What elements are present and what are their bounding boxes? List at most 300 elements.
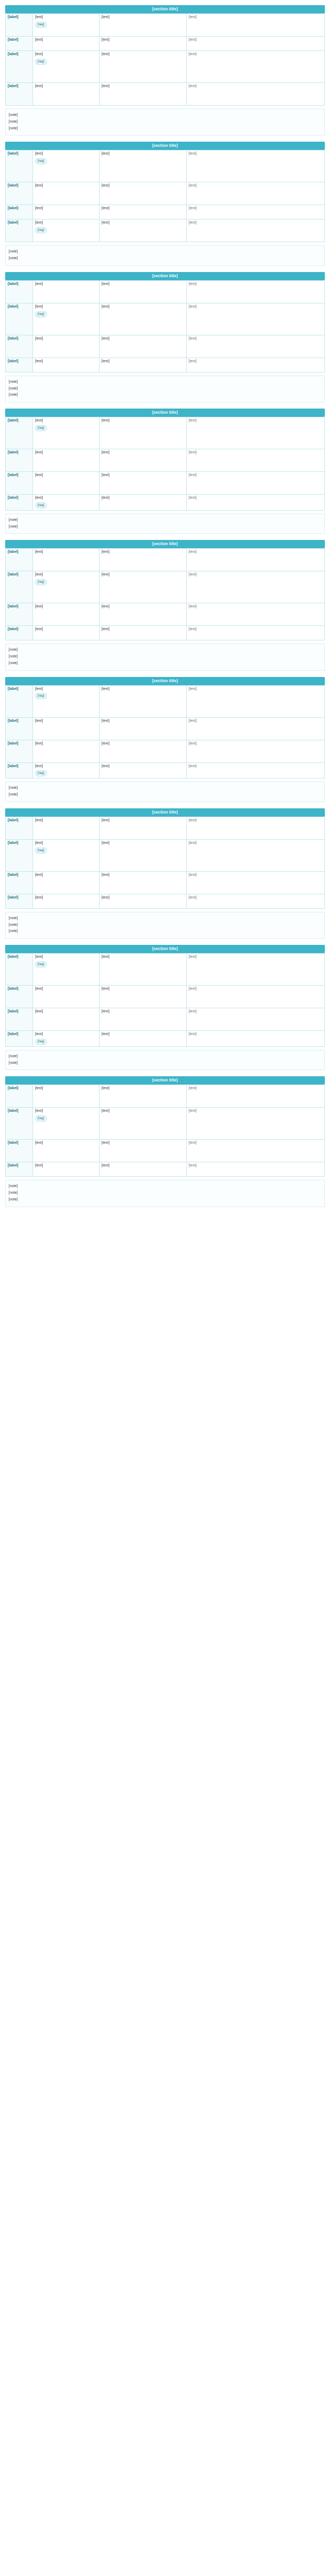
cell-c-text: [text]: [35, 1109, 43, 1113]
table-row: [6, 83, 325, 106]
cell-c: [33, 871, 100, 894]
cell-key: [label]: [6, 626, 33, 640]
cell-e: [text]: [187, 986, 325, 1008]
cell-key: [label]: [6, 495, 33, 511]
cell-key: [label]: [6, 571, 33, 603]
section-title: [section title]: [5, 272, 325, 280]
section-title: [section title]: [5, 1076, 325, 1084]
cell-c: [33, 219, 100, 242]
cell-c-text: [text]: [35, 152, 43, 156]
cell-e: [text]: [187, 549, 325, 571]
cell-c: [33, 1108, 100, 1140]
table-body: [6, 685, 325, 778]
section-title: [section title]: [5, 5, 325, 13]
cell-c: [33, 358, 100, 372]
cell-d: [text]: [100, 303, 187, 335]
cell-e: [text]: [187, 219, 325, 242]
cell-c: [33, 51, 100, 83]
tag-badge: [tag]: [35, 22, 47, 28]
section-notes: [5, 376, 325, 402]
cell-key: [label]: [6, 1108, 33, 1140]
cell-d: [text]: [100, 685, 187, 717]
cell-c-text: [text]: [35, 38, 43, 42]
cell-d: [text]: [100, 1140, 187, 1162]
cell-e: [text]: [187, 954, 325, 986]
table-row: [6, 717, 325, 740]
cell-key: [label]: [6, 358, 33, 372]
cell-c-text: [text]: [35, 336, 43, 341]
cell-c-text: [text]: [35, 282, 43, 286]
table-row: [6, 205, 325, 219]
section-title: [section title]: [5, 677, 325, 685]
table-body: [6, 150, 325, 242]
cell-d: [text]: [100, 335, 187, 358]
cell-e: [text]: [187, 150, 325, 182]
cell-d: [text]: [100, 205, 187, 219]
cell-d: [text]: [100, 603, 187, 626]
cell-c-text: [text]: [35, 741, 43, 745]
cell-c-text: [text]: [35, 53, 43, 56]
table-row: [6, 740, 325, 762]
section-table: [5, 548, 325, 640]
cell-c-text: [text]: [35, 628, 43, 632]
cell-e: [text]: [187, 449, 325, 472]
table-row: [6, 449, 325, 472]
cell-e: [text]: [187, 1008, 325, 1031]
sections-container: [5, 5, 325, 1207]
table-body: [6, 280, 325, 372]
cell-c: [33, 817, 100, 839]
table-row: [6, 303, 325, 335]
badge-wrap: [35, 425, 97, 431]
table-row: [6, 894, 325, 908]
cell-c: [33, 1008, 100, 1031]
cell-key: [label]: [6, 817, 33, 839]
cell-c: [33, 280, 100, 303]
cell-c-text: [text]: [35, 1010, 43, 1013]
badge-wrap: [35, 1115, 97, 1122]
badge-wrap: [35, 848, 97, 854]
tag-badge: [tag]: [35, 770, 47, 776]
cell-c-text: [text]: [35, 818, 43, 822]
cell-c-text: [text]: [35, 207, 43, 211]
note-line: [note]: [9, 518, 18, 522]
cell-c-text: [text]: [35, 221, 43, 225]
tag-badge: [tag]: [35, 693, 47, 699]
note-line: [note]: [9, 393, 18, 397]
cell-key: [label]: [6, 472, 33, 495]
badge-wrap: [35, 1039, 97, 1045]
note-line: [note]: [9, 524, 18, 529]
cell-c: [33, 182, 100, 205]
cell-e: [text]: [187, 871, 325, 894]
cell-key: [label]: [6, 1031, 33, 1047]
cell-c-text: [text]: [35, 764, 43, 768]
badge-wrap: [35, 770, 97, 776]
section-table: [5, 150, 325, 242]
badge-wrap: [35, 579, 97, 585]
section: [5, 1076, 325, 1207]
table-row: [6, 986, 325, 1008]
cell-d: [text]: [100, 1008, 187, 1031]
table-body: [6, 954, 325, 1047]
cell-key: [label]: [6, 1140, 33, 1162]
tag-badge: [tag]: [35, 158, 47, 164]
cell-c: [33, 1140, 100, 1162]
cell-d: [text]: [100, 1085, 187, 1108]
tag-badge: [tag]: [35, 502, 47, 509]
cell-e: [text]: [187, 685, 325, 717]
cell-d: [text]: [100, 871, 187, 894]
cell-c: [33, 1031, 100, 1047]
cell-key: [label]: [6, 549, 33, 571]
cell-d: [text]: [100, 717, 187, 740]
cell-key: [label]: [6, 335, 33, 358]
cell-c-text: [text]: [35, 955, 43, 959]
note-line: [note]: [9, 113, 18, 117]
section-notes: [5, 1180, 325, 1207]
cell-key: [label]: [6, 1162, 33, 1177]
cell-key: [label]: [6, 280, 33, 303]
table-row: [6, 626, 325, 640]
cell-c: [33, 954, 100, 986]
table-row: [6, 1108, 325, 1140]
section-notes: [5, 1050, 325, 1071]
note-line: [note]: [9, 793, 18, 796]
cell-e: [text]: [187, 358, 325, 372]
cell-c: [33, 335, 100, 358]
cell-e: [text]: [187, 1162, 325, 1177]
footer-spacer: [5, 1213, 325, 1218]
section-table: [5, 817, 325, 909]
cell-c-text: [text]: [35, 987, 43, 991]
note-line: [note]: [9, 380, 18, 384]
cell-c-text: [text]: [35, 719, 43, 723]
table-body: [6, 1085, 325, 1177]
cell-e: [text]: [187, 182, 325, 205]
cell-c: [33, 894, 100, 908]
cell-c-text: [text]: [35, 605, 43, 609]
cell-e: [text]: [187, 817, 325, 839]
cell-e: [text]: [187, 51, 325, 83]
table-row: [6, 1140, 325, 1162]
cell-c: [33, 83, 100, 106]
note-line: [note]: [9, 257, 18, 260]
cell-e: [text]: [187, 495, 325, 511]
cell-c-text: [text]: [35, 1087, 43, 1091]
cell-key: [label]: [6, 685, 33, 717]
cell-c: [33, 717, 100, 740]
cell-key: [label]: [6, 182, 33, 205]
cell-key: [label]: [6, 717, 33, 740]
tag-badge: [tag]: [35, 1115, 47, 1122]
tag-badge: [tag]: [35, 579, 47, 585]
cell-key: [label]: [6, 14, 33, 37]
cell-e: [text]: [187, 83, 325, 106]
cell-d: [text]: [100, 449, 187, 472]
cell-d: [text]: [100, 51, 187, 83]
table-row: [6, 839, 325, 871]
section-title: [section title]: [5, 409, 325, 417]
cell-key: [label]: [6, 839, 33, 871]
cell-key: [label]: [6, 303, 33, 335]
cell-key: [label]: [6, 603, 33, 626]
cell-c-text: [text]: [35, 419, 43, 422]
cell-e: [text]: [187, 1031, 325, 1047]
tag-badge: [tag]: [35, 59, 47, 65]
table-row: [6, 603, 325, 626]
table-row: [6, 150, 325, 182]
cell-d: [text]: [100, 571, 187, 603]
cell-d: [text]: [100, 894, 187, 908]
cell-e: [text]: [187, 205, 325, 219]
table-row: [6, 1162, 325, 1177]
cell-c: [33, 986, 100, 1008]
note-line: [note]: [9, 1054, 18, 1058]
cell-e: [text]: [187, 303, 325, 335]
cell-c: [33, 472, 100, 495]
cell-c: [33, 762, 100, 778]
note-line: [note]: [9, 120, 18, 124]
cell-key: [label]: [6, 449, 33, 472]
cell-e: [text]: [187, 280, 325, 303]
cell-e: [text]: [187, 894, 325, 908]
cell-key: [label]: [6, 1085, 33, 1108]
note-line: [note]: [9, 655, 18, 658]
note-line: [note]: [9, 648, 18, 652]
cell-c: [33, 150, 100, 182]
cell-c-text: [text]: [35, 1141, 43, 1145]
cell-d: [text]: [100, 626, 187, 640]
cell-c-text: [text]: [35, 573, 43, 577]
cell-d: [text]: [100, 495, 187, 511]
note-line: [note]: [9, 916, 18, 920]
cell-key: [label]: [6, 954, 33, 986]
note-line: [note]: [9, 250, 18, 254]
cell-key: [label]: [6, 986, 33, 1008]
cell-key: [label]: [6, 1008, 33, 1031]
cell-key: [label]: [6, 894, 33, 908]
cell-d: [text]: [100, 986, 187, 1008]
note-line: [note]: [9, 126, 18, 130]
cell-key: [label]: [6, 37, 33, 51]
cell-e: [text]: [187, 839, 325, 871]
cell-c: [33, 303, 100, 335]
cell-key: [label]: [6, 871, 33, 894]
cell-e: [text]: [187, 1085, 325, 1108]
table-row: [6, 219, 325, 242]
cell-d: [text]: [100, 817, 187, 839]
note-line: [note]: [9, 1184, 18, 1189]
table-row: [6, 871, 325, 894]
cell-key: [label]: [6, 417, 33, 449]
tag-badge: [tag]: [35, 227, 47, 233]
cell-e: [text]: [187, 626, 325, 640]
table-row: [6, 1008, 325, 1031]
section-table: [5, 1084, 325, 1177]
badge-wrap: [35, 311, 97, 317]
section-table: [5, 953, 325, 1047]
cell-c: [33, 839, 100, 871]
section: [5, 142, 325, 266]
table-body: [6, 549, 325, 640]
table-row: [6, 182, 325, 205]
cell-d: [text]: [100, 762, 187, 778]
cell-d: [text]: [100, 150, 187, 182]
section-notes: [5, 643, 325, 670]
table-row: [6, 417, 325, 449]
section-notes: [5, 109, 325, 135]
cell-e: [text]: [187, 717, 325, 740]
cell-d: [text]: [100, 37, 187, 51]
cell-e: [text]: [187, 762, 325, 778]
section-table: [5, 280, 325, 372]
table-row: [6, 335, 325, 358]
cell-d: [text]: [100, 954, 187, 986]
section: [5, 409, 325, 534]
cell-c-text: [text]: [35, 1164, 43, 1168]
cell-c-text: [text]: [35, 304, 43, 309]
table-body: [6, 14, 325, 106]
cell-c-text: [text]: [35, 184, 43, 188]
cell-c: [33, 571, 100, 603]
section: [5, 540, 325, 670]
table-row: [6, 817, 325, 839]
cell-d: [text]: [100, 219, 187, 242]
cell-c-text: [text]: [35, 359, 43, 363]
section: [5, 677, 325, 802]
cell-c-text: [text]: [35, 895, 43, 900]
section-table: [5, 13, 325, 106]
table-body: [6, 417, 325, 511]
cell-c-text: [text]: [35, 496, 43, 500]
cell-key: [label]: [6, 219, 33, 242]
cell-key: [label]: [6, 51, 33, 83]
cell-c-text: [text]: [35, 451, 43, 454]
document-page: [0, 0, 330, 1228]
cell-c: [33, 14, 100, 37]
cell-e: [text]: [187, 603, 325, 626]
table-body: [6, 817, 325, 908]
note-line: [note]: [9, 661, 18, 665]
cell-key: [label]: [6, 762, 33, 778]
cell-key: [label]: [6, 205, 33, 219]
note-line: [note]: [9, 386, 18, 391]
section: [5, 272, 325, 402]
cell-d: [text]: [100, 740, 187, 762]
cell-c: [33, 1085, 100, 1108]
table-row: [6, 1031, 325, 1047]
cell-e: [text]: [187, 14, 325, 37]
cell-e: [text]: [187, 1140, 325, 1162]
section: [5, 5, 325, 135]
cell-c: [33, 495, 100, 511]
cell-c-text: [text]: [35, 841, 43, 845]
cell-e: [text]: [187, 37, 325, 51]
table-row: [6, 762, 325, 778]
cell-d: [text]: [100, 14, 187, 37]
table-row: [6, 571, 325, 603]
badge-wrap: [35, 22, 97, 28]
cell-e: [text]: [187, 571, 325, 603]
section-notes: [5, 912, 325, 939]
section: [5, 808, 325, 939]
cell-d: [text]: [100, 1108, 187, 1140]
badge-wrap: [35, 158, 97, 164]
table-row: [6, 472, 325, 495]
note-line: [note]: [9, 1191, 18, 1195]
tag-badge: [tag]: [35, 961, 47, 968]
cell-c: [33, 685, 100, 717]
table-row: [6, 1085, 325, 1108]
section-table: [5, 685, 325, 779]
cell-d: [text]: [100, 358, 187, 372]
cell-c-text: [text]: [35, 687, 43, 691]
cell-d: [text]: [100, 839, 187, 871]
table-row: [6, 685, 325, 717]
section: [5, 945, 325, 1070]
cell-e: [text]: [187, 740, 325, 762]
cell-c-text: [text]: [35, 873, 43, 877]
note-line: [note]: [9, 929, 18, 934]
table-row: [6, 358, 325, 372]
cell-d: [text]: [100, 83, 187, 106]
cell-d: [text]: [100, 1031, 187, 1047]
tag-badge: [tag]: [35, 1039, 47, 1045]
cell-c: [33, 205, 100, 219]
cell-c: [33, 626, 100, 640]
cell-d: [text]: [100, 1162, 187, 1177]
cell-c: [33, 740, 100, 762]
note-line: [note]: [9, 1061, 18, 1065]
table-row: [6, 37, 325, 51]
cell-d: [text]: [100, 472, 187, 495]
table-row: [6, 549, 325, 571]
section-notes: [5, 514, 325, 534]
note-line: [note]: [9, 1197, 18, 1201]
table-row: [6, 51, 325, 83]
cell-c-text: [text]: [35, 1032, 43, 1036]
section-table: [5, 417, 325, 511]
cell-c-text: [text]: [35, 15, 43, 19]
table-row: [6, 954, 325, 986]
cell-c-text: [text]: [35, 550, 43, 554]
cell-e: [text]: [187, 335, 325, 358]
cell-c: [33, 549, 100, 571]
cell-c-text: [text]: [35, 473, 43, 477]
badge-wrap: [35, 227, 97, 233]
section-title: [section title]: [5, 945, 325, 953]
cell-e: [text]: [187, 472, 325, 495]
section-notes: [5, 245, 325, 266]
cell-c: [33, 603, 100, 626]
tag-badge: [tag]: [35, 848, 47, 854]
cell-c: [33, 37, 100, 51]
table-row: [6, 14, 325, 37]
section-notes: [5, 782, 325, 802]
badge-wrap: [35, 502, 97, 509]
cell-key: [label]: [6, 150, 33, 182]
cell-d: [text]: [100, 417, 187, 449]
cell-e: [text]: [187, 417, 325, 449]
badge-wrap: [35, 693, 97, 699]
section-title: [section title]: [5, 540, 325, 548]
cell-d: [text]: [100, 280, 187, 303]
cell-c: [33, 449, 100, 472]
cell-c-text: [text]: [35, 84, 43, 88]
cell-key: [label]: [6, 740, 33, 762]
tag-badge: [tag]: [35, 425, 47, 431]
